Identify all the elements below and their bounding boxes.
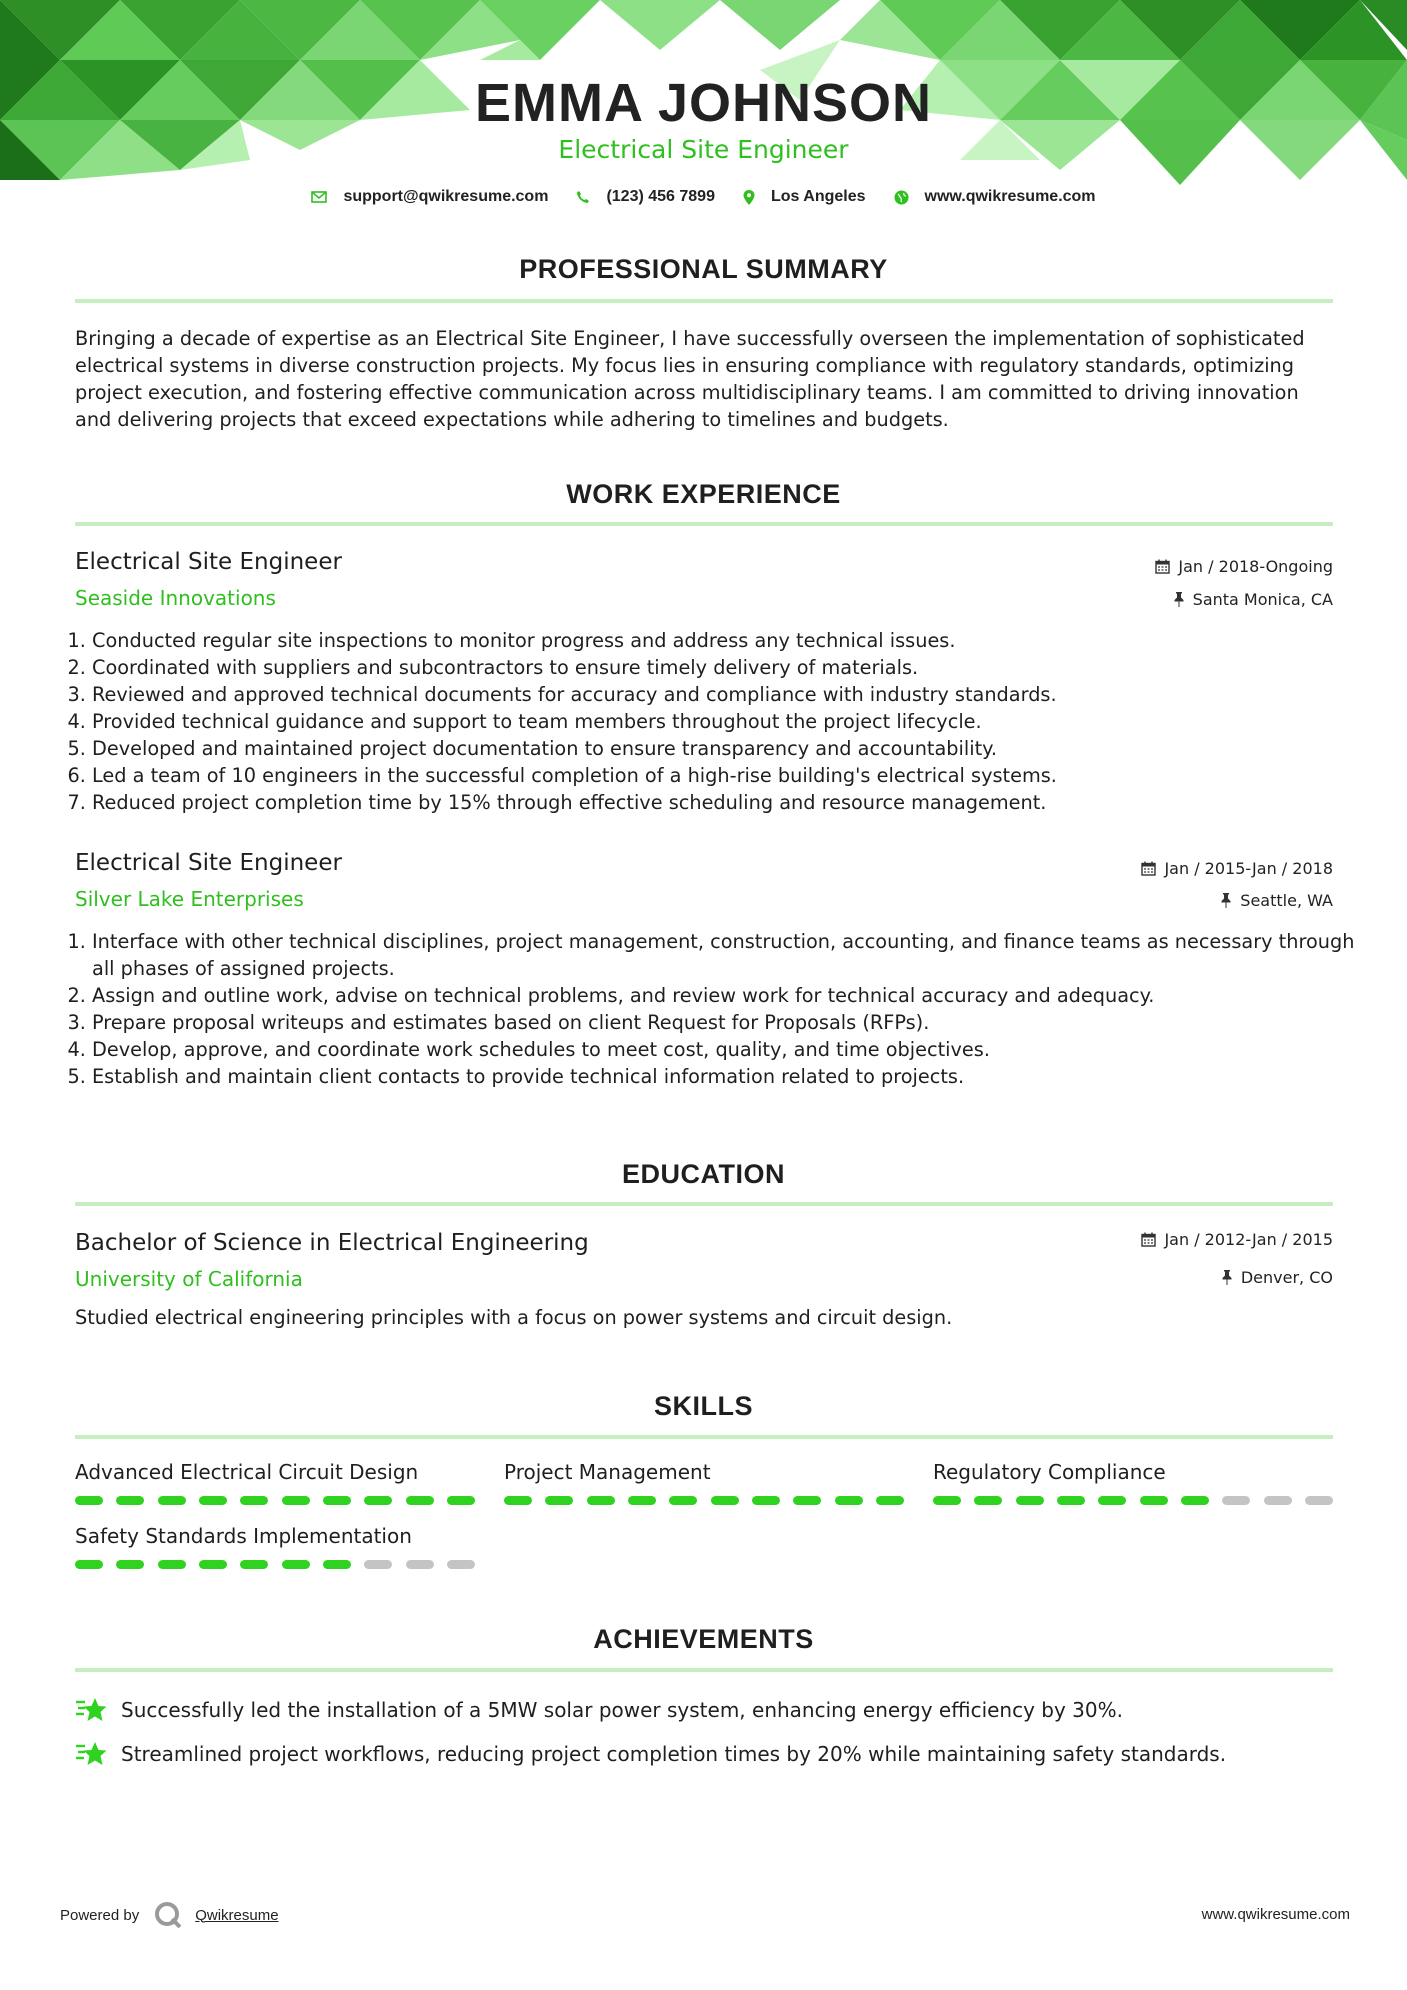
job-1-dates bbox=[1155, 557, 1333, 576]
list-item: 7. Reduced project completion time by 15% through effective scheduling and resource management. bbox=[92, 789, 1362, 816]
summary-divider bbox=[75, 299, 1333, 303]
skill-dash-filled bbox=[323, 1560, 351, 1569]
job-2-bullets bbox=[70, 928, 1362, 1090]
skill-name: Advanced Electrical Circuit Design bbox=[75, 1460, 419, 1484]
job-2-location-text: Seattle, WA bbox=[1240, 891, 1333, 910]
job-2-location bbox=[1220, 891, 1333, 910]
skill-item bbox=[75, 1524, 475, 1569]
skill-dash-filled bbox=[1057, 1496, 1085, 1505]
job-2-dates-text: Jan / 2015-Jan / 2018 bbox=[1164, 859, 1333, 878]
skill-dash-filled bbox=[364, 1496, 392, 1505]
job-1-location-text: Santa Monica, CA bbox=[1192, 590, 1333, 609]
job-2-title: Electrical Site Engineer bbox=[75, 850, 342, 876]
skills-divider bbox=[75, 1435, 1333, 1439]
skill-dash-filled bbox=[545, 1496, 573, 1505]
skill-dash-filled bbox=[116, 1496, 144, 1505]
list-item: 3. Reviewed and approved technical documents for accuracy and compliance with industry standards. bbox=[92, 681, 1362, 708]
list-item: 2. Coordinated with suppliers and subcontractors to ensure timely delivery of materials. bbox=[92, 654, 1362, 681]
job-2-company: Silver Lake Enterprises bbox=[75, 887, 304, 911]
contact-bar bbox=[0, 188, 1407, 206]
job-1-company: Seaside Innovations bbox=[75, 586, 276, 610]
skill-dash-filled bbox=[793, 1496, 821, 1505]
job-1-location bbox=[1173, 590, 1333, 609]
achievement-text: Successfully led the installation of a 5MW solar power system, enhancing energy efficiency by 30%. bbox=[121, 1698, 1123, 1722]
contact-email[interactable] bbox=[311, 188, 548, 206]
education-description: Studied electrical engineering principles with a focus on power systems and circuit design. bbox=[75, 1306, 953, 1329]
list-item: 4. Develop, approve, and coordinate work schedules to meet cost, quality, and time objectives. bbox=[92, 1036, 1362, 1063]
star-icon bbox=[75, 1740, 107, 1768]
achievement-text: Streamlined project workflows, reducing project completion times by 20% while maintaining safety standards. bbox=[121, 1742, 1227, 1766]
skill-level-bar bbox=[75, 1560, 475, 1569]
skill-item bbox=[75, 1460, 475, 1505]
skill-dash-filled bbox=[752, 1496, 780, 1505]
achievement-item bbox=[75, 1740, 1226, 1768]
calendar-icon bbox=[1141, 1232, 1156, 1247]
map-pin-icon bbox=[743, 190, 755, 205]
skill-dash-empty bbox=[447, 1560, 475, 1569]
location-text: Los Angeles bbox=[770, 188, 866, 205]
list-item: 3. Prepare proposal writeups and estimates based on client Request for Proposals (RFPs). bbox=[92, 1009, 1362, 1036]
globe-icon bbox=[894, 190, 909, 205]
experience-divider bbox=[75, 522, 1333, 526]
contact-phone[interactable] bbox=[576, 188, 715, 206]
education-heading: EDUCATION bbox=[622, 1159, 785, 1189]
footer-website[interactable]: www.qwikresume.com bbox=[1201, 1906, 1350, 1923]
qwikresume-link[interactable]: Qwikresume bbox=[195, 1906, 279, 1924]
pushpin-icon bbox=[1221, 1270, 1233, 1285]
skill-dash-filled bbox=[628, 1496, 656, 1505]
contact-location bbox=[743, 188, 866, 206]
skill-level-bar bbox=[504, 1496, 904, 1505]
job-1-bullets bbox=[70, 627, 1362, 816]
skill-item bbox=[933, 1460, 1333, 1505]
degree-title: Bachelor of Science in Electrical Engineering bbox=[75, 1230, 589, 1256]
skill-name: Safety Standards Implementation bbox=[75, 1524, 412, 1548]
envelope-icon bbox=[311, 191, 327, 203]
skill-dash-filled bbox=[1181, 1496, 1209, 1505]
calendar-icon bbox=[1141, 861, 1156, 876]
skill-dash-filled bbox=[199, 1496, 227, 1505]
skill-dash-filled bbox=[1140, 1496, 1168, 1505]
email-text: support@qwikresume.com bbox=[343, 188, 549, 205]
skill-level-bar bbox=[933, 1496, 1333, 1505]
list-item: 5. Establish and maintain client contacts to provide technical information related to projects. bbox=[92, 1063, 1362, 1090]
skill-dash-filled bbox=[158, 1496, 186, 1505]
skill-dash-empty bbox=[1264, 1496, 1292, 1505]
job-1-dates-text: Jan / 2018-Ongoing bbox=[1178, 557, 1333, 576]
list-item: 1. Interface with other technical disciplines, project management, construction, accounting, and finance teams as necessary through all phases of assigned projects. bbox=[92, 928, 1362, 982]
skill-dash-filled bbox=[282, 1496, 310, 1505]
achievements-divider bbox=[75, 1668, 1333, 1672]
skills-heading: SKILLS bbox=[653, 1391, 753, 1421]
qwikresume-logo-icon bbox=[153, 1900, 183, 1930]
skill-dash-filled bbox=[158, 1560, 186, 1569]
achievements-heading: ACHIEVEMENTS bbox=[593, 1624, 814, 1654]
skill-dash-filled bbox=[1098, 1496, 1126, 1505]
skill-dash-filled bbox=[504, 1496, 532, 1505]
skill-item bbox=[504, 1460, 904, 1505]
list-item: 1. Conducted regular site inspections to monitor progress and address any technical issues. bbox=[92, 627, 1362, 654]
school-name: University of California bbox=[75, 1267, 303, 1291]
list-item: 6. Led a team of 10 engineers in the successful completion of a high-rise building's electrical systems. bbox=[92, 762, 1362, 789]
skill-dash-filled bbox=[711, 1496, 739, 1505]
skill-dash-filled bbox=[447, 1496, 475, 1505]
powered-by-label: Powered by bbox=[60, 1906, 140, 1924]
pushpin-icon bbox=[1220, 893, 1232, 908]
list-item: 5. Developed and maintained project documentation to ensure transparency and accountability. bbox=[92, 735, 1362, 762]
skill-name: Regulatory Compliance bbox=[933, 1460, 1166, 1484]
phone-text: (123) 456 7899 bbox=[606, 188, 715, 205]
education-location-text: Denver, CO bbox=[1240, 1268, 1333, 1287]
skill-dash-filled bbox=[282, 1560, 310, 1569]
skill-dash-filled bbox=[406, 1496, 434, 1505]
skill-dash-filled bbox=[240, 1496, 268, 1505]
star-icon bbox=[75, 1696, 107, 1724]
skill-dash-filled bbox=[876, 1496, 904, 1505]
skill-dash-filled bbox=[75, 1496, 103, 1505]
skill-dash-filled bbox=[669, 1496, 697, 1505]
summary-heading: PROFESSIONAL SUMMARY bbox=[519, 254, 888, 284]
skill-dash-filled bbox=[1016, 1496, 1044, 1505]
skill-level-bar bbox=[75, 1496, 475, 1505]
pushpin-icon bbox=[1173, 592, 1185, 607]
phone-icon bbox=[576, 190, 590, 204]
skill-dash-filled bbox=[974, 1496, 1002, 1505]
skill-dash-empty bbox=[364, 1560, 392, 1569]
skill-dash-filled bbox=[587, 1496, 615, 1505]
candidate-role: Electrical Site Engineer bbox=[558, 135, 849, 164]
summary-text: Bringing a decade of expertise as an Electrical Site Engineer, I have successfully overseen the implementation of sophisticated electrical systems in diverse construction projects. My focus lies in ensuring compliance with regulatory standards, optimizing project execution, and fostering effective communication across multidisciplinary teams. I am committed to driving innovation and delivering projects that exceed expectations while adhering to timelines and budgets. bbox=[75, 327, 1305, 431]
skill-dash-filled bbox=[835, 1496, 863, 1505]
job-2-dates bbox=[1141, 859, 1333, 878]
education-location bbox=[1221, 1268, 1333, 1287]
education-dates-text: Jan / 2012-Jan / 2015 bbox=[1164, 1230, 1333, 1249]
skill-dash-filled bbox=[116, 1560, 144, 1569]
achievement-item bbox=[75, 1696, 1123, 1724]
experience-heading: WORK EXPERIENCE bbox=[566, 479, 841, 509]
calendar-icon bbox=[1155, 559, 1170, 574]
website-text: www.qwikresume.com bbox=[924, 188, 1096, 205]
contact-website[interactable] bbox=[894, 188, 1096, 206]
skill-name: Project Management bbox=[504, 1460, 711, 1484]
footer-powered-by bbox=[60, 1900, 279, 1930]
list-item: 2. Assign and outline work, advise on technical problems, and review work for technical accuracy and adequacy. bbox=[92, 982, 1362, 1009]
skill-dash-empty bbox=[406, 1560, 434, 1569]
education-divider bbox=[75, 1202, 1333, 1206]
skill-dash-filled bbox=[323, 1496, 351, 1505]
skill-dash-filled bbox=[240, 1560, 268, 1569]
skill-dash-filled bbox=[199, 1560, 227, 1569]
education-dates bbox=[1141, 1230, 1333, 1249]
skill-dash-filled bbox=[75, 1560, 103, 1569]
skill-dash-filled bbox=[933, 1496, 961, 1505]
skill-dash-empty bbox=[1222, 1496, 1250, 1505]
skill-dash-empty bbox=[1305, 1496, 1333, 1505]
candidate-name: EMMA JOHNSON bbox=[474, 73, 933, 133]
job-1-title: Electrical Site Engineer bbox=[75, 549, 342, 575]
list-item: 4. Provided technical guidance and support to team members throughout the project lifecycle. bbox=[92, 708, 1362, 735]
